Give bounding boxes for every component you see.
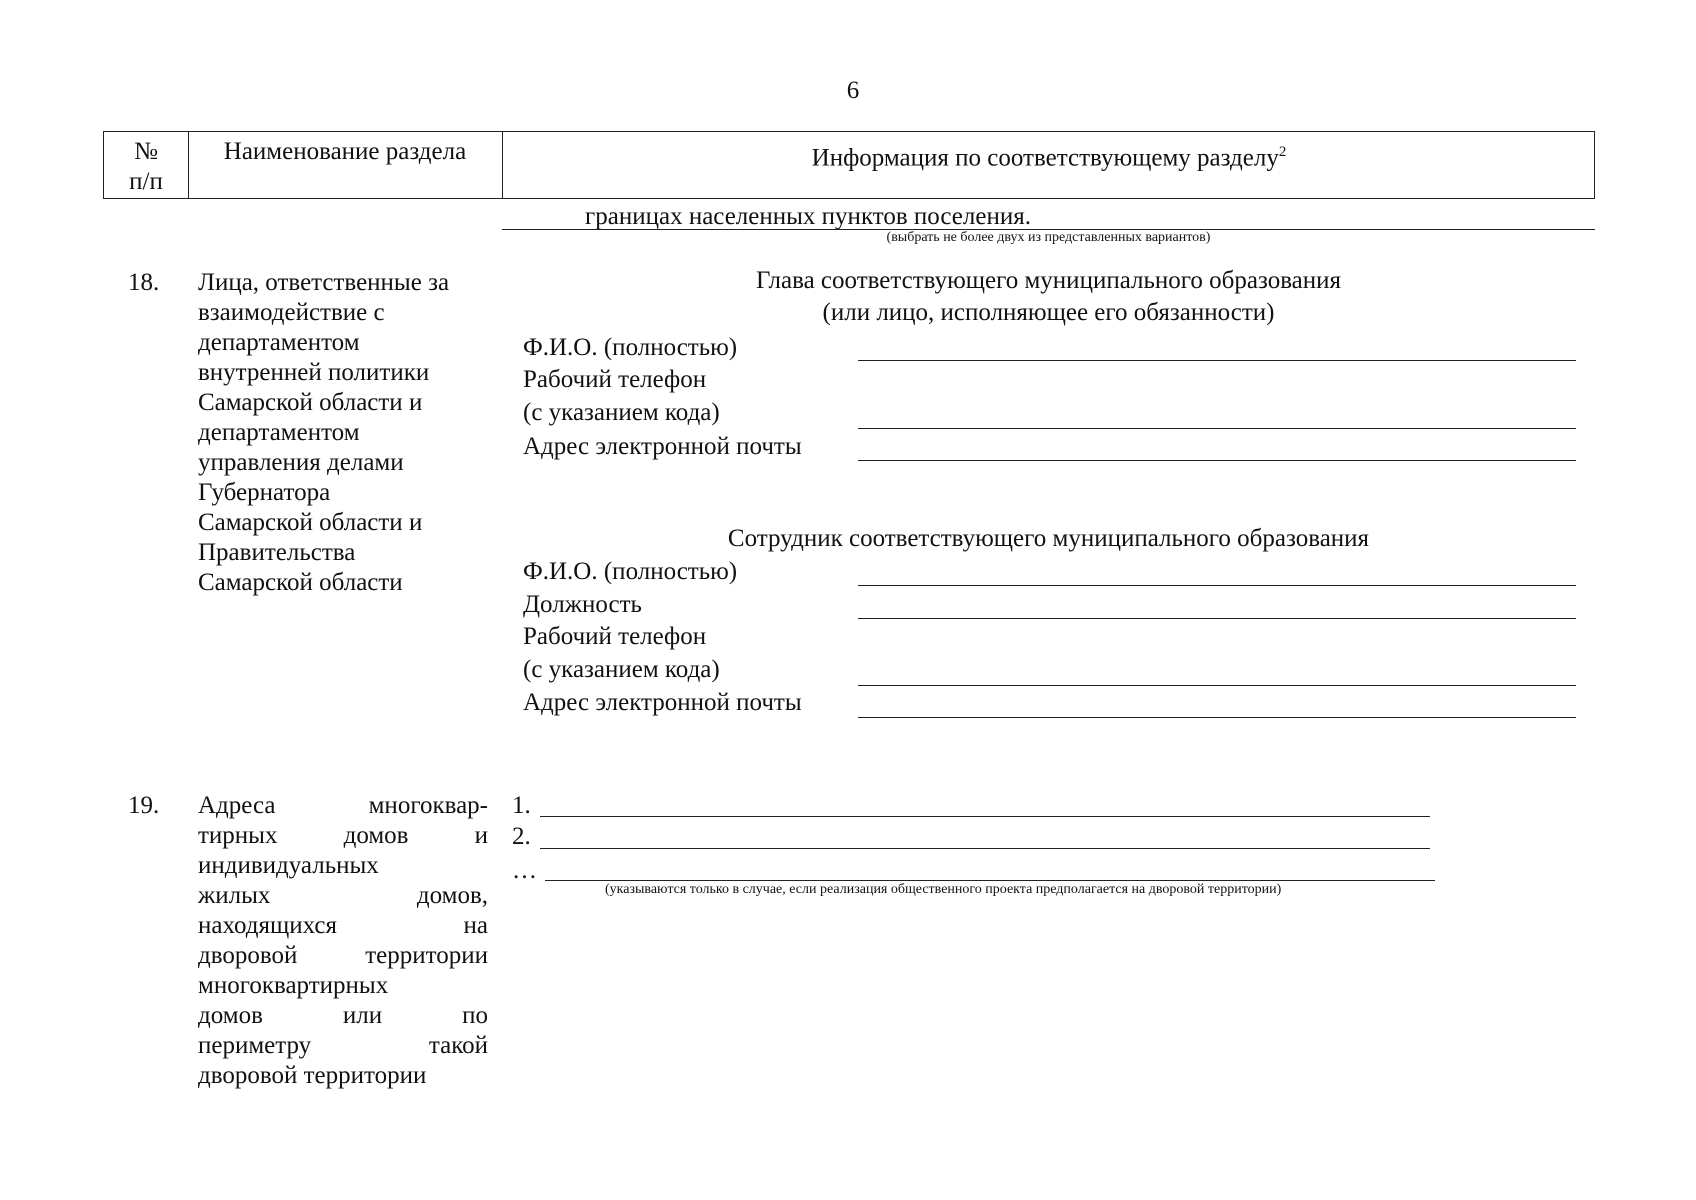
row18-name-line: Губернатора <box>198 479 331 506</box>
header-col-info-text: Информация по соответствующему разделу <box>811 144 1279 172</box>
continuation-hint: (выбрать не более двух из представленных вариантов) <box>886 230 1211 245</box>
header-divider-2 <box>502 131 503 199</box>
row18-name-line: департаментом <box>198 419 360 446</box>
address-hint: (указываются только в случае, если реализация общественного проекта предполагается на дворовой территории) <box>605 882 1282 897</box>
row19-name-line: дворовой территории <box>198 1062 427 1089</box>
employee-phone-field[interactable] <box>858 685 1576 686</box>
employee-email-field[interactable] <box>858 717 1576 718</box>
row18-number: 18. <box>128 269 160 296</box>
row18-name-line: внутренней политики <box>198 359 430 386</box>
employee-title: Сотрудник соответствующего муниципального образования <box>727 525 1370 552</box>
row19-name-line: тирных домов и <box>198 822 488 849</box>
address-item-2-label: 2. <box>512 823 531 850</box>
row18-name-line: Лица, ответственные за <box>198 269 450 296</box>
footnote-marker: 2 <box>1278 144 1287 160</box>
row19-name-line: жилых домов, <box>198 882 488 909</box>
continuation-text: границах населенных пунктов поселения. <box>585 203 1031 230</box>
employee-phone-label-line2: (с указанием кода) <box>523 656 720 683</box>
head-email-label: Адрес электронной почты <box>523 433 802 460</box>
header-col-info <box>504 137 1594 173</box>
address-item-more-field[interactable] <box>545 880 1435 881</box>
row18-name-line: Самарской области <box>198 569 403 596</box>
head-title-line2: (или лицо, исполняющее его обязанности) <box>822 299 1275 326</box>
address-item-2-field[interactable] <box>540 848 1430 849</box>
row19-name-line: находящихся на <box>198 912 488 939</box>
head-title-line1: Глава соответствующего муниципального образования <box>755 267 1342 294</box>
employee-position-label: Должность <box>523 591 642 618</box>
row19-name-line: Адреса многоквар- <box>198 792 488 819</box>
head-fio-field[interactable] <box>858 360 1576 361</box>
employee-phone-label-line1: Рабочий телефон <box>523 623 707 650</box>
row19-name-line: многоквартирных <box>198 972 389 999</box>
head-phone-label-line1: Рабочий телефон <box>523 366 707 393</box>
head-phone-label-line2: (с указанием кода) <box>523 399 720 426</box>
head-phone-field[interactable] <box>858 428 1576 429</box>
head-fio-label: Ф.И.О. (полностью) <box>523 334 738 361</box>
row18-name-line: Самарской области и <box>198 509 423 536</box>
employee-email-label: Адрес электронной почты <box>523 689 802 716</box>
header-col-number-line2: п/п <box>129 168 163 195</box>
employee-fio-label: Ф.И.О. (полностью) <box>523 558 738 585</box>
address-item-more-label: … <box>512 857 537 884</box>
employee-position-field[interactable] <box>858 618 1576 619</box>
row19-number: 19. <box>128 792 160 819</box>
row18-name-line: Правительства <box>198 539 356 566</box>
header-col-name: Наименование раздела <box>223 138 467 165</box>
row18-name-line: управления делами <box>198 449 404 476</box>
address-item-1-field[interactable] <box>540 816 1430 817</box>
row19-name-line: дворовой территории <box>198 942 488 969</box>
page-number: 6 <box>846 77 860 104</box>
row18-section-name <box>198 268 449 598</box>
row19-name-line: периметру такой <box>198 1032 488 1059</box>
header-divider-1 <box>188 131 189 199</box>
address-item-1-label: 1. <box>512 792 531 819</box>
header-col-number-line1: № <box>134 138 158 165</box>
employee-fio-field[interactable] <box>858 585 1576 586</box>
head-email-field[interactable] <box>858 460 1576 461</box>
row19-section-name <box>198 791 488 1091</box>
row18-name-line: департаментом <box>198 329 360 356</box>
row19-name-line: домов или по <box>198 1002 488 1029</box>
row19-name-line: индивидуальных <box>198 852 379 879</box>
row18-name-line: Самарской области и <box>198 389 423 416</box>
row18-name-line: взаимодействие с <box>198 299 385 326</box>
